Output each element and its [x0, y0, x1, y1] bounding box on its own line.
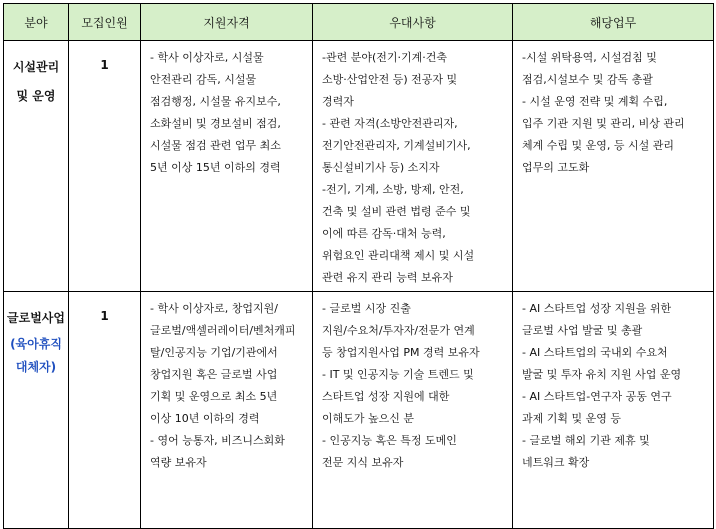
preferred-cell: [313, 292, 513, 529]
qualification-line: 기획 및 운영으로 최소 5년: [150, 390, 278, 403]
table-row: [4, 292, 714, 529]
preferred-line: 전문 지식 보유자: [322, 456, 404, 469]
preferred-line: - 관련 자격(소방안전관리자,: [322, 117, 458, 130]
qualification-line: 시설물 점검 관련 업무 최소: [150, 139, 281, 152]
field-cell: [4, 292, 69, 529]
qualification-cell: [141, 292, 313, 529]
duties-line: - AI 스타트업 성장 지원을 위한: [522, 302, 672, 315]
preferred-line: - 글로벌 시장 진출: [322, 302, 411, 315]
duties-line: 점검,시설보수 및 감독 총괄: [522, 73, 653, 86]
field-note-line: (육아휴직: [10, 337, 62, 351]
duties-line: 입주 기관 지원 및 관리, 비상 관리: [522, 117, 685, 130]
preferred-line: -관련 분야(전기·기계·건축: [322, 51, 448, 64]
preferred-line: - IT 및 인공지능 기술 트렌드 및: [322, 368, 474, 381]
header-field: 분야: [4, 4, 69, 41]
header-row: [4, 4, 714, 41]
qualification-line: 점검행정, 시설물 유지보수,: [150, 95, 281, 108]
preferred-line: 스타트업 성장 지원에 대한: [322, 390, 450, 403]
preferred-line: 전기안전관리자, 기계설비기사,: [322, 139, 471, 152]
qualification-line: 소화설비 및 경보설비 점검,: [150, 117, 281, 130]
duties-cell: [513, 292, 714, 529]
preferred-line: 위험요인 관리대책 제시 및 시설: [322, 249, 475, 262]
header-preferred: 우대사항: [313, 4, 513, 41]
duties-line: - 시설 운영 전략 및 계획 수립,: [522, 95, 668, 108]
header-duties: 해당업무: [513, 4, 714, 41]
duties-line: 발굴 및 투자 유치 지원 사업 운영: [522, 368, 682, 381]
field-note-line: 대체자): [15, 360, 57, 374]
preferred-line: 이에 따른 감독·대처 능력,: [322, 227, 446, 240]
duties-cell: [513, 41, 714, 292]
qualification-line: 역량 보유자: [150, 456, 207, 469]
headcount: 1: [100, 309, 109, 323]
duties-line: 과제 기획 및 운영 등: [522, 412, 621, 425]
preferred-line: 이해도가 높으신 분: [322, 412, 415, 425]
duties-line: 글로벌 사업 발굴 및 총괄: [522, 324, 643, 337]
qualification-line: - 영어 능통자, 비즈니스회화: [150, 434, 285, 447]
field-name-line: 시설관리: [12, 60, 60, 74]
duties-line: - 글로벌 해외 기관 제휴 및: [522, 434, 650, 447]
field-cell: [4, 41, 69, 292]
qualification-cell: [141, 41, 313, 292]
qualification-line: 창업지원 혹은 글로벌 사업: [150, 368, 278, 381]
duties-line: -시설 위탁용역, 시설검침 및: [522, 51, 657, 64]
qualification-line: 5년 이상 15년 이하의 경력: [150, 161, 281, 174]
duties-line: 업무의 고도화: [522, 161, 590, 174]
count-cell: [69, 41, 141, 292]
qualification-line: 탈/인공지능 기업/기관에서: [150, 346, 278, 359]
preferred-line: 지원/수요처/투자자/전문가 연계: [322, 324, 475, 337]
preferred-line: -전기, 기계, 소방, 방제, 안전,: [322, 183, 464, 196]
header-count: 모집인원: [69, 4, 141, 41]
field-name-line: 글로벌사업: [7, 311, 65, 325]
headcount: 1: [100, 58, 109, 72]
duties-line: 체계 수립 및 운영, 등 시설 관리: [522, 139, 674, 152]
duties-line: - AI 스타트업의 국내외 수요처: [522, 346, 668, 359]
qualification-line: 안전관리 감독, 시설물: [150, 73, 257, 86]
preferred-line: 등 창업지원사업 PM 경력 보유자: [322, 346, 480, 359]
preferred-line: 통신설비기사 등) 소지자: [322, 161, 440, 174]
preferred-cell: [313, 41, 513, 292]
header-qualification: 지원자격: [141, 4, 313, 41]
preferred-line: 경력자: [322, 95, 354, 108]
field-name-line: 및 운영: [16, 89, 56, 103]
qualification-line: 이상 10년 이하의 경력: [150, 412, 260, 425]
preferred-line: 건축 및 설비 관련 법령 준수 및: [322, 205, 471, 218]
preferred-line: 소방·산업안전 등) 전공자 및: [322, 73, 458, 86]
qualification-line: - 학사 이상자로, 창업지원/: [150, 302, 278, 315]
recruitment-table: [3, 3, 714, 529]
preferred-line: 관련 유지 관리 능력 보유자: [322, 271, 453, 284]
duties-line: - AI 스타트업-연구자 공동 연구: [522, 390, 672, 403]
qualification-line: - 학사 이상자로, 시설물: [150, 51, 264, 64]
qualification-line: 글로벌/액셀러레이터/벤처캐피: [150, 324, 296, 337]
duties-line: 네트워크 확장: [522, 456, 590, 469]
table-row: [4, 41, 714, 292]
preferred-line: - 인공지능 혹은 특정 도메인: [322, 434, 457, 447]
count-cell: [69, 292, 141, 529]
